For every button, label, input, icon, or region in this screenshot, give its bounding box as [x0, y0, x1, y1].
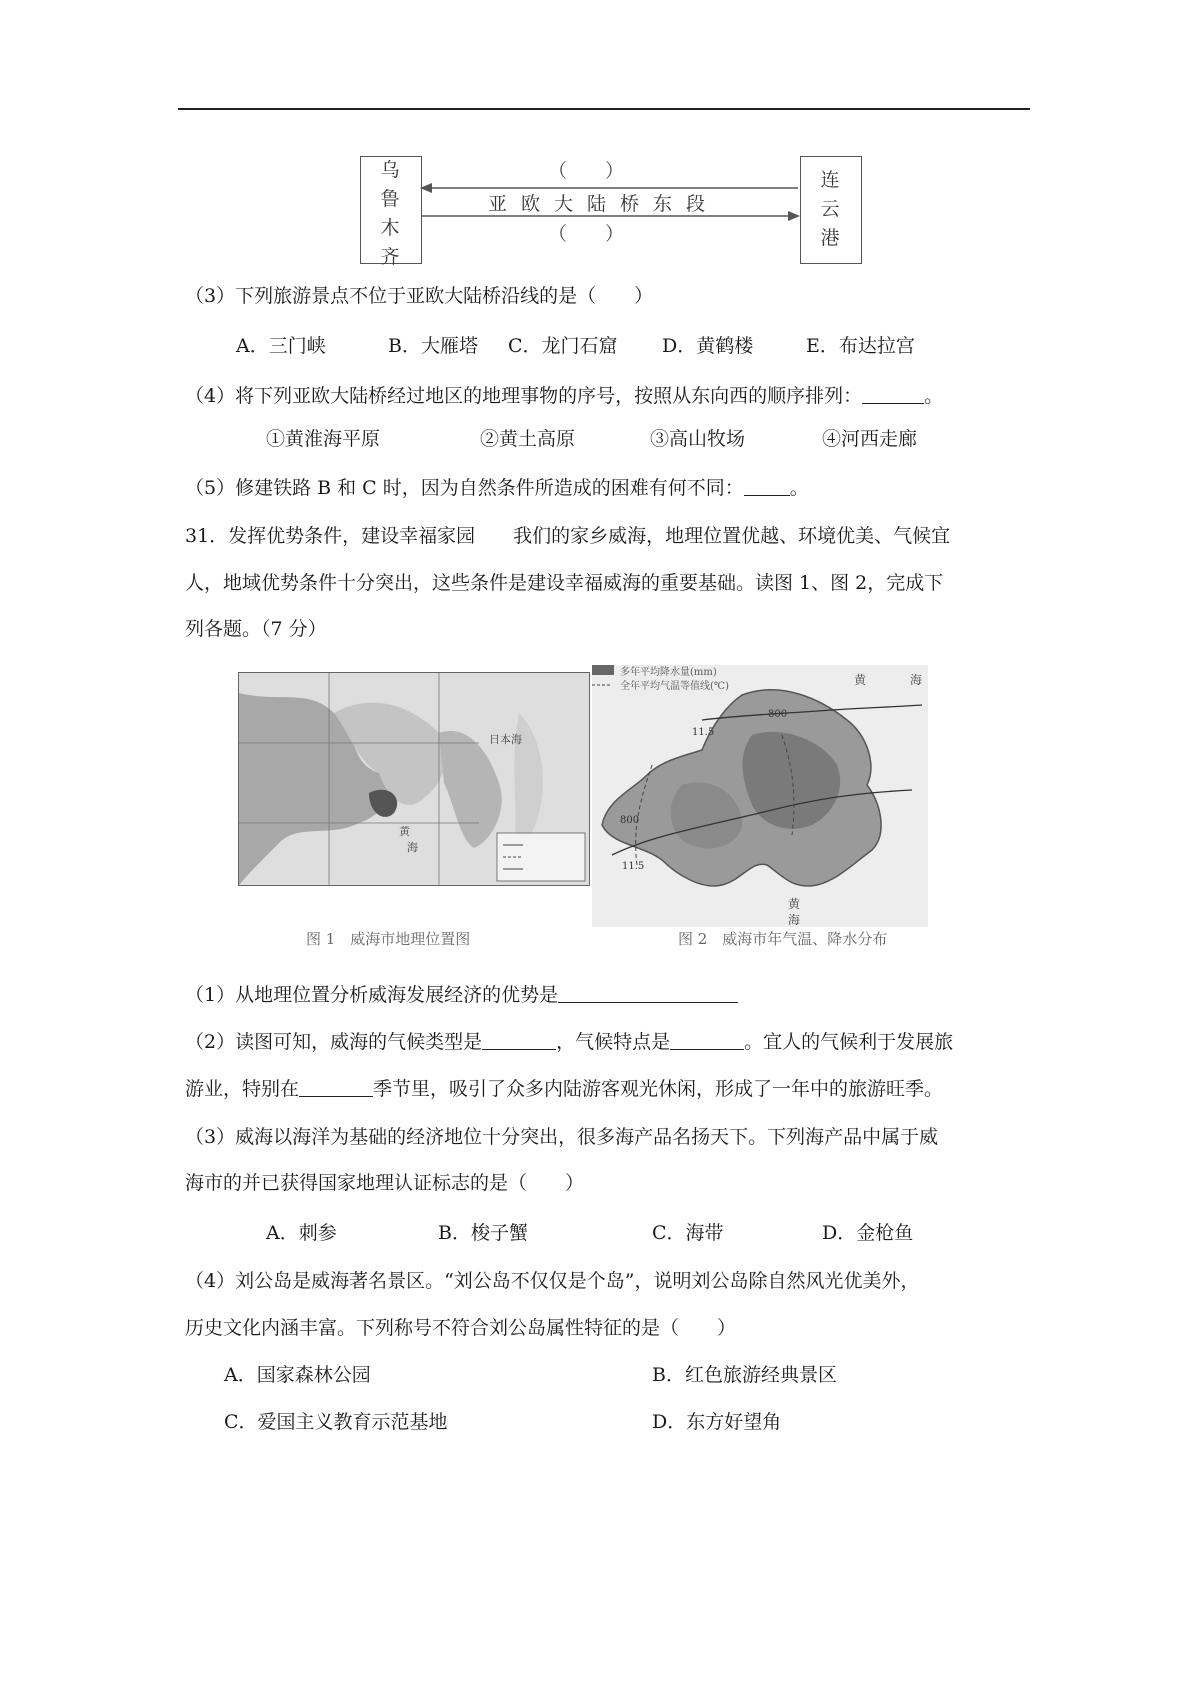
- q5-answer-blank[interactable]: [744, 475, 790, 496]
- sub2-text-a: （2）读图可知，威海的气候类型是: [185, 1031, 483, 1053]
- sub-question-4-line-2: 历史文化内涵丰富。下列称号不符合刘公岛属性特征的是（ ）: [185, 1317, 737, 1339]
- sub2-climate-type-blank[interactable]: [482, 1029, 556, 1050]
- lianyungang-char: 港: [820, 227, 840, 249]
- figure-2-legend-temperature: 全年平均气温等值线(℃): [620, 681, 729, 692]
- figure-2-label-yellow-ne: 黄: [854, 673, 867, 687]
- question-31-line-3: 列各题。（7 分）: [185, 618, 327, 640]
- q3-option-c: C．龙门石窟: [508, 335, 618, 357]
- sub-question-1: [185, 982, 738, 1008]
- sub4-option-a: A．国家森林公园: [224, 1364, 371, 1386]
- sub4-option-b: B．红色旅游经典景区: [652, 1364, 837, 1386]
- question-31-line-2: 人，地域优势条件十分突出，这些条件是建设幸福威海的重要基础。读图 1、图 2，完成下: [185, 572, 944, 594]
- bridge-top-paren: （ ）: [548, 160, 625, 182]
- sub3-option-a: A．刺参: [266, 1222, 337, 1244]
- q4-item-1: ①黄淮海平原: [266, 428, 381, 450]
- urumqi-label: [377, 156, 403, 272]
- figure-1-caption: 图 1 威海市地理位置图: [306, 930, 471, 948]
- sub3-option-c: C．海带: [652, 1222, 724, 1244]
- q5-period: 。: [789, 477, 809, 499]
- figure-2-label-11-5-b: 11.5: [622, 861, 645, 872]
- q3-option-d: D．黄鹤楼: [662, 335, 754, 357]
- q4-text: （4）将下列亚欧大陆桥经过地区的地理事物的序号，按照从东向西的顺序排列：: [185, 385, 863, 407]
- figure-2-label-800-b: 800: [620, 815, 640, 826]
- urumqi-char: 鲁: [380, 188, 400, 210]
- q3-option-a: A．三门峡: [236, 335, 326, 357]
- urumqi-char: 乌: [380, 159, 400, 181]
- figure-2-map-drawing: [592, 665, 928, 927]
- q5-text: （5）修建铁路 B 和 C 时，因为自然条件所造成的困难有何不同：: [185, 477, 744, 499]
- sub2-text-c: 。宜人的气候利于发展旅: [744, 1031, 954, 1053]
- sub4-option-d: D．东方好望角: [652, 1411, 782, 1433]
- figure-2-label-11-5-a: 11.5: [692, 727, 715, 738]
- sub1-text: （1）从地理位置分析威海发展经济的优势是: [185, 984, 559, 1006]
- sub-question-2-line-1: [185, 1029, 953, 1055]
- lianyungang-label: [817, 166, 843, 253]
- sub2-climate-feature-blank[interactable]: [670, 1029, 744, 1050]
- sub3-option-b: B．梭子蟹: [438, 1222, 528, 1244]
- figure-2-caption: 图 2 威海市年气温、降水分布: [678, 930, 888, 948]
- sub2-season-blank[interactable]: [299, 1076, 373, 1097]
- figure-2-legend-precipitation: 多年平均降水量(mm): [620, 667, 717, 678]
- sub3-option-d: D．金枪鱼: [822, 1222, 914, 1244]
- sub-question-4-line-1: （4）刘公岛是威海著名景区。“刘公岛不仅仅是个岛”，说明刘公岛除自然风光优美外，: [185, 1270, 920, 1292]
- figure-2-climate-map: [592, 665, 928, 927]
- figure-2-label-sea-s: 海: [788, 913, 801, 927]
- q4-item-4: ④河西走廊: [822, 428, 918, 450]
- bridge-label: 亚欧大陆桥东段: [488, 193, 720, 215]
- q3-option-e: E．布达拉宫: [806, 335, 915, 357]
- figure-1-label-sea: 海: [407, 841, 418, 854]
- figure-1-location-map: [238, 672, 590, 886]
- question-4: [185, 383, 943, 409]
- bridge-bottom-paren: （ ）: [548, 223, 625, 245]
- sub4-option-c: C．爱国主义教育示范基地: [224, 1411, 448, 1433]
- q4-item-3: ③高山牧场: [650, 428, 746, 450]
- figure-1-label-sea-of-japan: 日本海: [489, 733, 522, 746]
- q4-item-2: ②黄土高原: [480, 428, 576, 450]
- sub-question-2-line-2: [185, 1076, 943, 1102]
- sub2-text-d: 游业，特别在: [185, 1078, 300, 1100]
- question-31-line-1: 31．发挥优势条件，建设幸福家园 我们的家乡威海，地理位置优越、环境优美、气候宜: [185, 525, 951, 547]
- question-3: （3）下列旅游景点不位于亚欧大陆桥沿线的是（ ）: [185, 285, 654, 307]
- q4-answer-blank[interactable]: [862, 383, 924, 404]
- sub2-text-b: ，气候特点是: [556, 1031, 671, 1053]
- sub1-answer-blank[interactable]: [558, 982, 738, 1003]
- question-5: [185, 475, 809, 501]
- q3-option-b: B．大雁塔: [388, 335, 478, 357]
- lianyungang-char: 连: [820, 169, 840, 191]
- q4-period: 。: [924, 385, 944, 407]
- sub2-text-e: 季节里，吸引了众多内陆游客观光休闲，形成了一年中的旅游旺季。: [373, 1078, 944, 1100]
- figure-2-label-sea-ne: 海: [910, 673, 923, 687]
- urumqi-char: 木: [380, 217, 400, 239]
- sub-question-3-line-1: （3）威海以海洋为基础的经济地位十分突出，很多海产品名扬天下。下列海产品中属于威: [185, 1126, 939, 1148]
- header-rule: [178, 108, 1030, 110]
- lianyungang-char: 云: [820, 198, 840, 220]
- figure-2-label-800-a: 800: [768, 709, 788, 720]
- figure-2-label-yellow-s: 黄: [788, 897, 801, 911]
- sub-question-3-line-2: 海市的并已获得国家地理认证标志的是（ ）: [185, 1172, 585, 1194]
- urumqi-char: 齐: [380, 246, 400, 268]
- figure-1-label-yellow: 黄: [399, 825, 410, 838]
